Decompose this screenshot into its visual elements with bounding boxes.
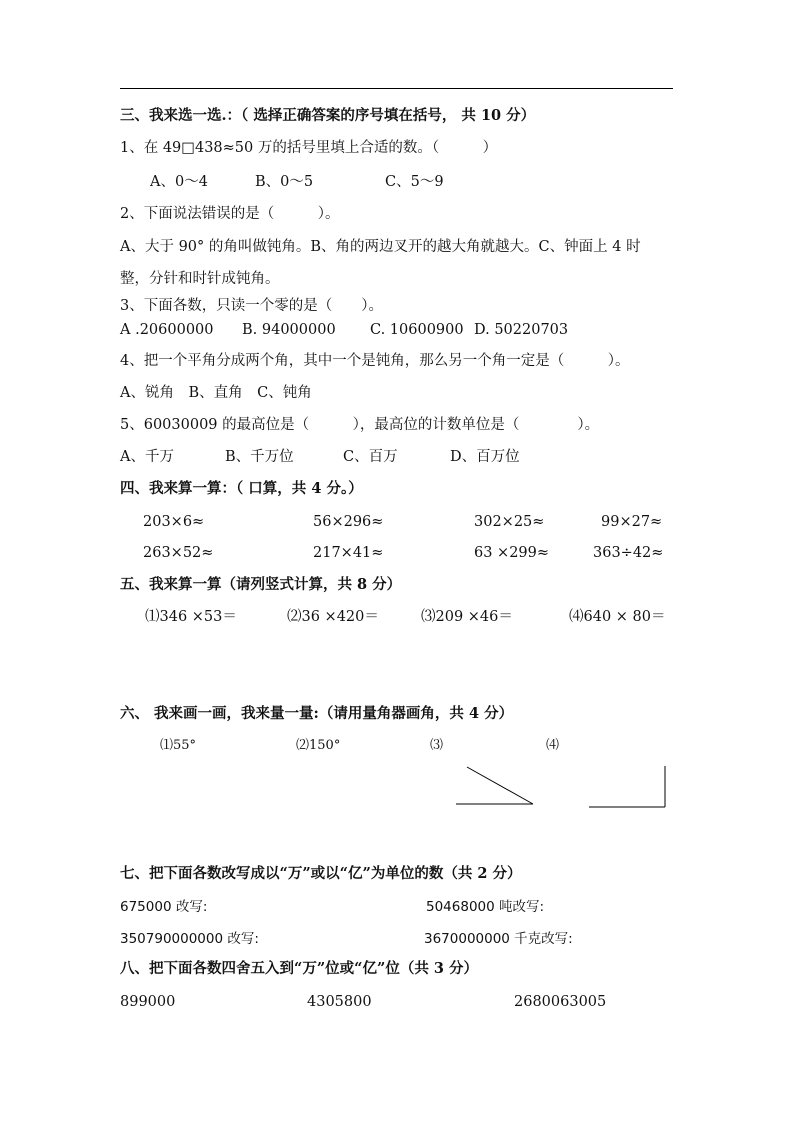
section-4-heading: 四、我来算一算：（ 口算，共 4 分。） <box>120 480 363 497</box>
q5-option-b: B、千万位 <box>225 449 294 465</box>
rewrite-item: 50468000 吨改写: <box>426 899 545 915</box>
question-2: 2、下面说法错误的是（ ）。 <box>120 206 340 222</box>
estimate-item: 217×41≈ <box>313 545 384 561</box>
q5-option-c: C、百万 <box>343 449 398 465</box>
q2-options-line-1: A、大于 90° 的角叫做钝角。B、角的两边叉开的越大角就越大。C、钟面上 4 时 <box>120 239 641 255</box>
rewrite-item: 350790000000 改写: <box>120 931 259 947</box>
vertical-calc-item: ⑶209 ×46＝ <box>421 609 513 625</box>
angle-item: ⑴55° <box>160 738 197 753</box>
section-7-heading: 七、把下面各数改写成以“万”或以“亿”为单位的数（共 2 分） <box>120 865 522 882</box>
estimate-item: 263×52≈ <box>143 545 214 561</box>
estimate-item: 302×25≈ <box>474 514 545 530</box>
question-5: 5、60030009 的最高位是（ ），最高位的计数单位是（ ）。 <box>120 417 600 433</box>
q5-option-d: D、百万位 <box>450 449 520 465</box>
estimate-item: 203×6≈ <box>143 514 205 530</box>
angle-item: ⑶ <box>430 738 444 753</box>
estimate-item: 363÷42≈ <box>593 545 664 561</box>
q3-option-c: C. 10600900 <box>370 322 464 338</box>
q1-option-b: B、0～5 <box>255 174 314 190</box>
vertical-calc-item: ⑵36 ×420＝ <box>287 609 379 625</box>
angle-item: ⑷ <box>546 738 560 753</box>
q3-option-d: D. 50220703 <box>474 322 569 338</box>
section-6-heading: 六、 我来画一画，我来量一量:（请用量角器画角，共 4 分） <box>120 705 514 722</box>
angle-3-figure <box>456 767 533 804</box>
q5-option-a: A、千万 <box>120 449 174 465</box>
estimate-item: 56×296≈ <box>313 514 384 530</box>
question-1: 1、在 49□438≈50 万的括号里填上合适的数。（ ） <box>120 140 498 156</box>
q4-options: A、锐角 B、直角 C、钝角 <box>120 385 312 401</box>
question-3: 3、下面各数，只读一个零的是（ ）。 <box>120 298 383 314</box>
vertical-calc-item: ⑴346 ×53＝ <box>145 609 237 625</box>
q1-option-c: C、5～9 <box>385 174 444 190</box>
rounding-item: 899000 <box>120 994 176 1010</box>
angle-item: ⑵150° <box>296 738 341 753</box>
section-5-heading: 五、我来算一算（请列竖式计算，共 8 分） <box>120 576 402 593</box>
rounding-item: 4305800 <box>307 994 372 1010</box>
angle-4-figure <box>589 766 665 807</box>
vertical-calc-item: ⑷640 × 80＝ <box>569 609 666 625</box>
section-3-heading: 三、我来选一选.：（ 选择正确答案的序号填在括号， 共 10 分） <box>120 107 536 124</box>
section-8-heading: 八、把下面各数四舍五入到“万”位或“亿”位（共 3 分） <box>120 960 479 977</box>
rounding-item: 2680063005 <box>514 994 607 1010</box>
estimate-item: 63 ×299≈ <box>474 545 550 561</box>
q3-option-a: A .20600000 <box>120 322 214 338</box>
q3-option-b: B. 94000000 <box>242 322 336 338</box>
estimate-item: 99×27≈ <box>601 514 663 530</box>
question-4: 4、把一个平角分成两个角，其中一个是钝角，那么另一个角一定是（ ）。 <box>120 353 630 369</box>
rewrite-item: 675000 改写: <box>120 899 208 915</box>
rewrite-item: 3670000000 千克改写: <box>424 931 573 947</box>
q1-option-a: A、0～4 <box>150 174 208 190</box>
q2-options-line-2: 整，分针和时针成钝角。 <box>120 271 280 287</box>
